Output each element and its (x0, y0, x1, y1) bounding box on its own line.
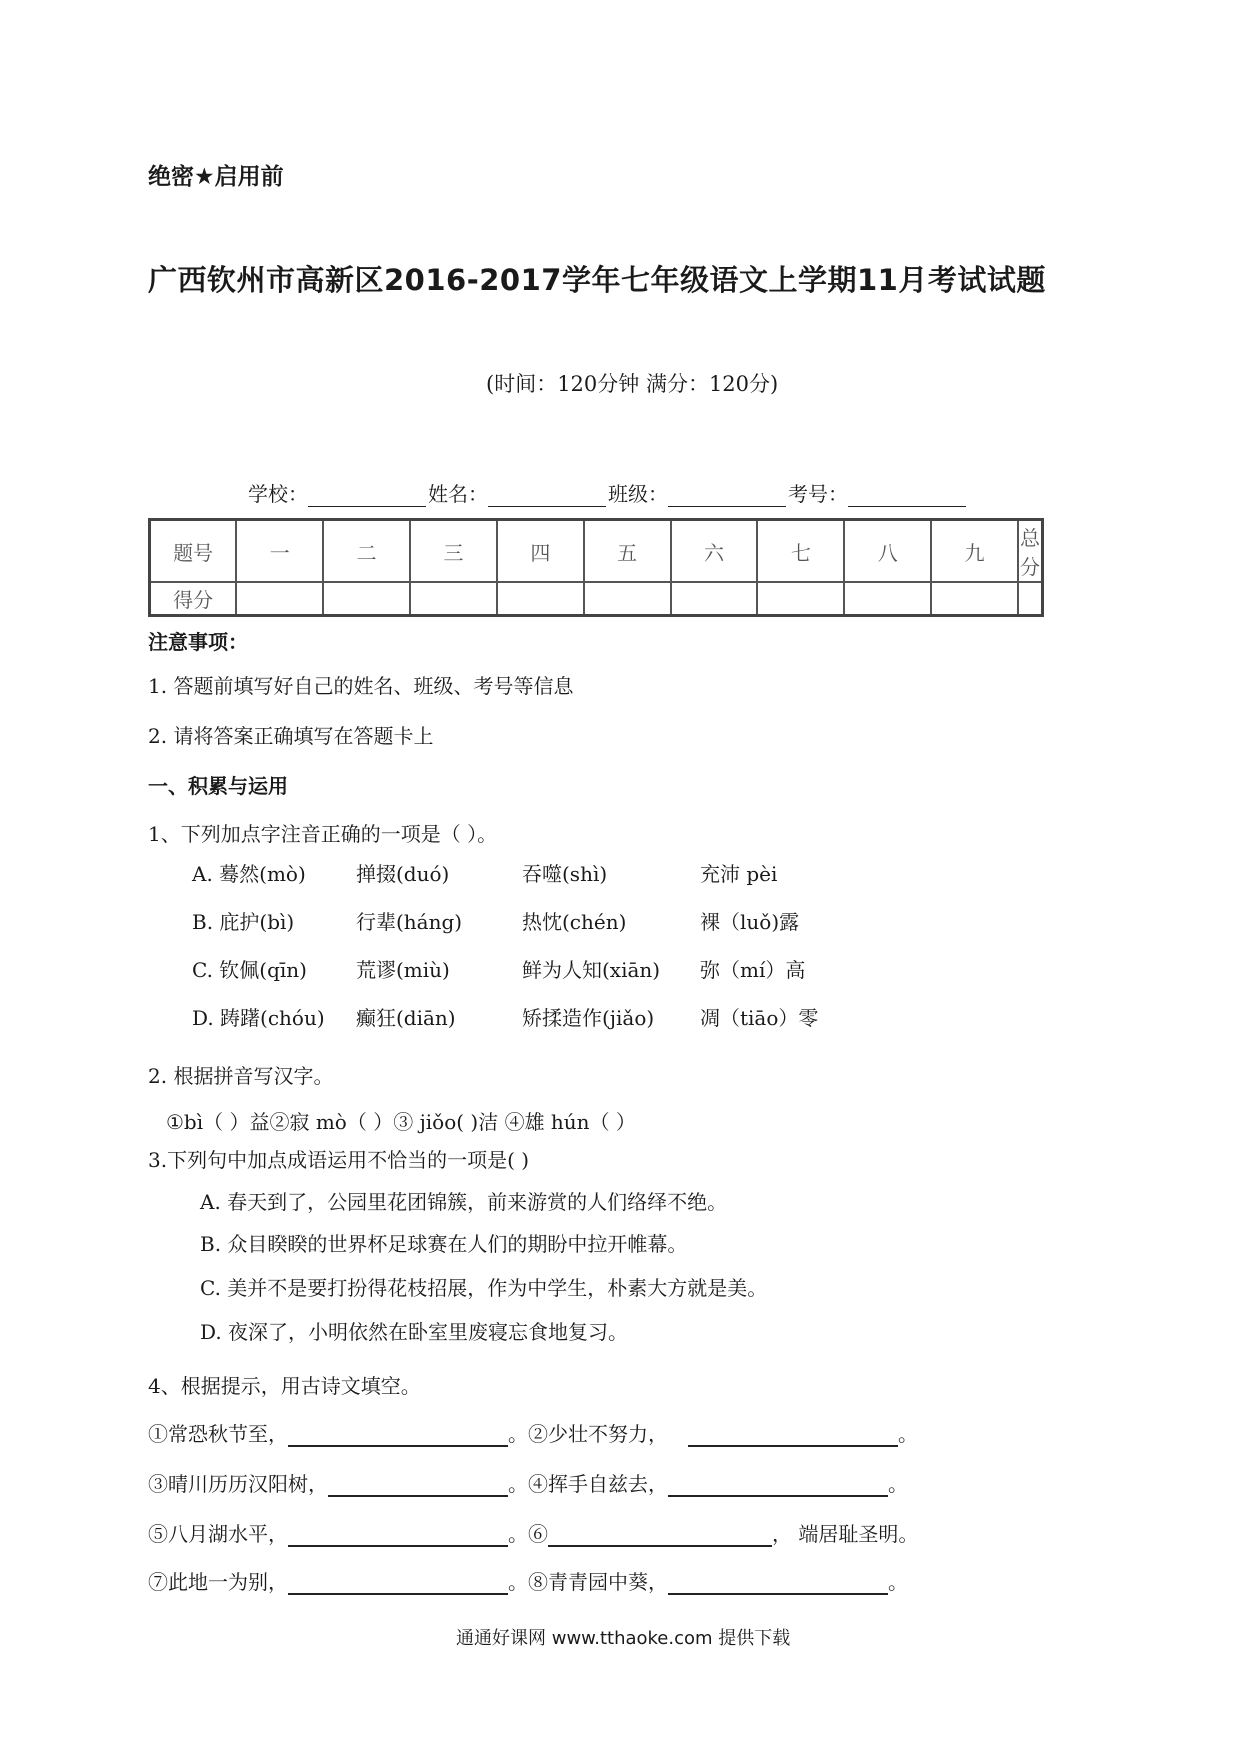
option-a-1: A. 蓦然(mò) (192, 862, 306, 886)
score-cell[interactable] (844, 582, 931, 616)
question-2-items: ①bì（ ）益②寂 mò（ ）③ jiǒo( )洁 ④雄 hún（ ） (166, 1110, 636, 1134)
score-cell[interactable] (671, 582, 758, 616)
table-cell: 二 (323, 520, 410, 583)
table-cell: 六 (671, 520, 758, 583)
q3-option-d: D. 夜深了，小明依然在卧室里废寝忘食地复习。 (200, 1320, 629, 1344)
option-c-1: C. 钦佩(qīn) (192, 958, 307, 982)
score-cell[interactable] (931, 582, 1018, 616)
score-cell[interactable] (1018, 582, 1043, 616)
school-label: 学校： (248, 482, 308, 506)
q3-option-b: B. 众目睽睽的世界杯足球赛在人们的期盼中拉开帷幕。 (200, 1232, 688, 1256)
time-info: (时间：120分钟 满分：120分) (486, 372, 779, 396)
table-cell: 七 (757, 520, 844, 583)
option-a-2: 掸掇(duó) (356, 862, 450, 886)
notice-item: 2. 请将答案正确填写在答题卡上 (148, 724, 434, 748)
option-b-4: 裸（luǒ)露 (700, 910, 800, 934)
student-info-line (248, 478, 968, 507)
score-cell[interactable] (323, 582, 410, 616)
table-cell: 九 (931, 520, 1018, 583)
option-d-3: 矫揉造作(jiǎo) (522, 1006, 655, 1030)
poem-end: 。 (898, 1422, 918, 1446)
option-d-1: D. 踌躇(chóu) (192, 1006, 325, 1030)
answer-blank[interactable] (288, 1423, 508, 1447)
score-cell[interactable] (497, 582, 584, 616)
answer-blank[interactable] (668, 1571, 888, 1595)
table-cell: 题号 (150, 520, 237, 583)
poem-prompt: ①常恐秋节至， (148, 1422, 288, 1446)
poem-line-4 (148, 1566, 908, 1595)
answer-blank[interactable] (668, 1473, 888, 1497)
table-cell: 三 (410, 520, 497, 583)
exam-no-blank[interactable] (848, 486, 966, 507)
poem-prompt: ⑤八月湖水平， (148, 1522, 288, 1546)
poem-line-2 (148, 1468, 908, 1497)
option-c-4: 弥（mí）高 (700, 958, 806, 982)
secret-label: 绝密★启用前 (148, 164, 284, 190)
exam-no-label: 考号： (788, 482, 848, 506)
table-cell: 四 (497, 520, 584, 583)
option-a-3: 吞噬(shì) (522, 862, 608, 886)
notice-heading: 注意事项： (148, 630, 248, 654)
notice-item: 1. 答题前填写好自己的姓名、班级、考号等信息 (148, 674, 574, 698)
q3-option-a: A. 春天到了，公园里花团锦簇，前来游赏的人们络绎不绝。 (200, 1190, 728, 1214)
name-label: 姓名： (428, 482, 488, 506)
poem-line-1 (148, 1418, 918, 1447)
table-cell: 一 (236, 520, 323, 583)
question-4-stem: 4、根据提示，用古诗文填空。 (148, 1374, 421, 1398)
answer-blank[interactable] (288, 1523, 508, 1547)
answer-blank[interactable] (288, 1571, 508, 1595)
poem-end: 。 (888, 1472, 908, 1496)
answer-blank[interactable] (688, 1423, 898, 1447)
score-table-score-row (150, 582, 1043, 616)
question-2-stem: 2. 根据拼音写汉字。 (148, 1064, 334, 1088)
poem-prompt: 。⑧青青园中葵， (508, 1570, 668, 1594)
answer-blank[interactable] (548, 1523, 772, 1547)
footer-text: 通通好课网 www.tthaoke.com 提供下载 (456, 1628, 791, 1649)
option-b-3: 热忱(chén) (522, 910, 627, 934)
poem-end: 。 (888, 1570, 908, 1594)
table-cell: 得分 (150, 582, 237, 616)
option-d-4: 凋（tiāo）零 (700, 1006, 819, 1030)
question-3-stem: 3.下列句中加点成语运用不恰当的一项是( ) (148, 1148, 530, 1172)
poem-prompt: ⑦此地一为别， (148, 1570, 288, 1594)
option-d-2: 癫狂(diān) (356, 1006, 456, 1030)
poem-prompt: 。②少壮不努力， (508, 1422, 668, 1446)
exam-title: 广西钦州市高新区2016-2017学年七年级语文上学期11月考试试题 (148, 263, 1046, 297)
table-cell: 总分 (1018, 520, 1043, 583)
poem-prompt: 。④挥手自兹去， (508, 1472, 668, 1496)
score-table-header-row (150, 520, 1043, 583)
class-label: 班级： (608, 482, 668, 506)
score-cell[interactable] (236, 582, 323, 616)
q3-option-c: C. 美并不是要打扮得花枝招展，作为中学生，朴素大方就是美。 (200, 1276, 768, 1300)
section-heading: 一、积累与运用 (148, 774, 288, 798)
score-cell[interactable] (584, 582, 671, 616)
option-c-3: 鲜为人知(xiān) (522, 958, 661, 982)
option-b-1: B. 庇护(bì) (192, 910, 295, 934)
table-cell: 五 (584, 520, 671, 583)
name-blank[interactable] (488, 486, 606, 507)
poem-line-3 (148, 1518, 918, 1547)
answer-blank[interactable] (328, 1473, 508, 1497)
poem-prompt: ③晴川历历汉阳树， (148, 1472, 328, 1496)
score-table (148, 518, 1044, 617)
school-blank[interactable] (308, 486, 426, 507)
table-cell: 八 (844, 520, 931, 583)
score-cell[interactable] (757, 582, 844, 616)
question-1-stem: 1、下列加点字注音正确的一项是（ ）。 (148, 822, 498, 846)
option-a-4: 充沛 pèi (700, 862, 778, 886)
option-b-2: 行辈(háng) (356, 910, 463, 934)
score-cell[interactable] (410, 582, 497, 616)
option-c-2: 荒谬(miù) (356, 958, 450, 982)
poem-end: ， 端居耻圣明。 (772, 1522, 919, 1546)
class-blank[interactable] (668, 486, 786, 507)
poem-prompt: 。⑥ (508, 1522, 548, 1546)
